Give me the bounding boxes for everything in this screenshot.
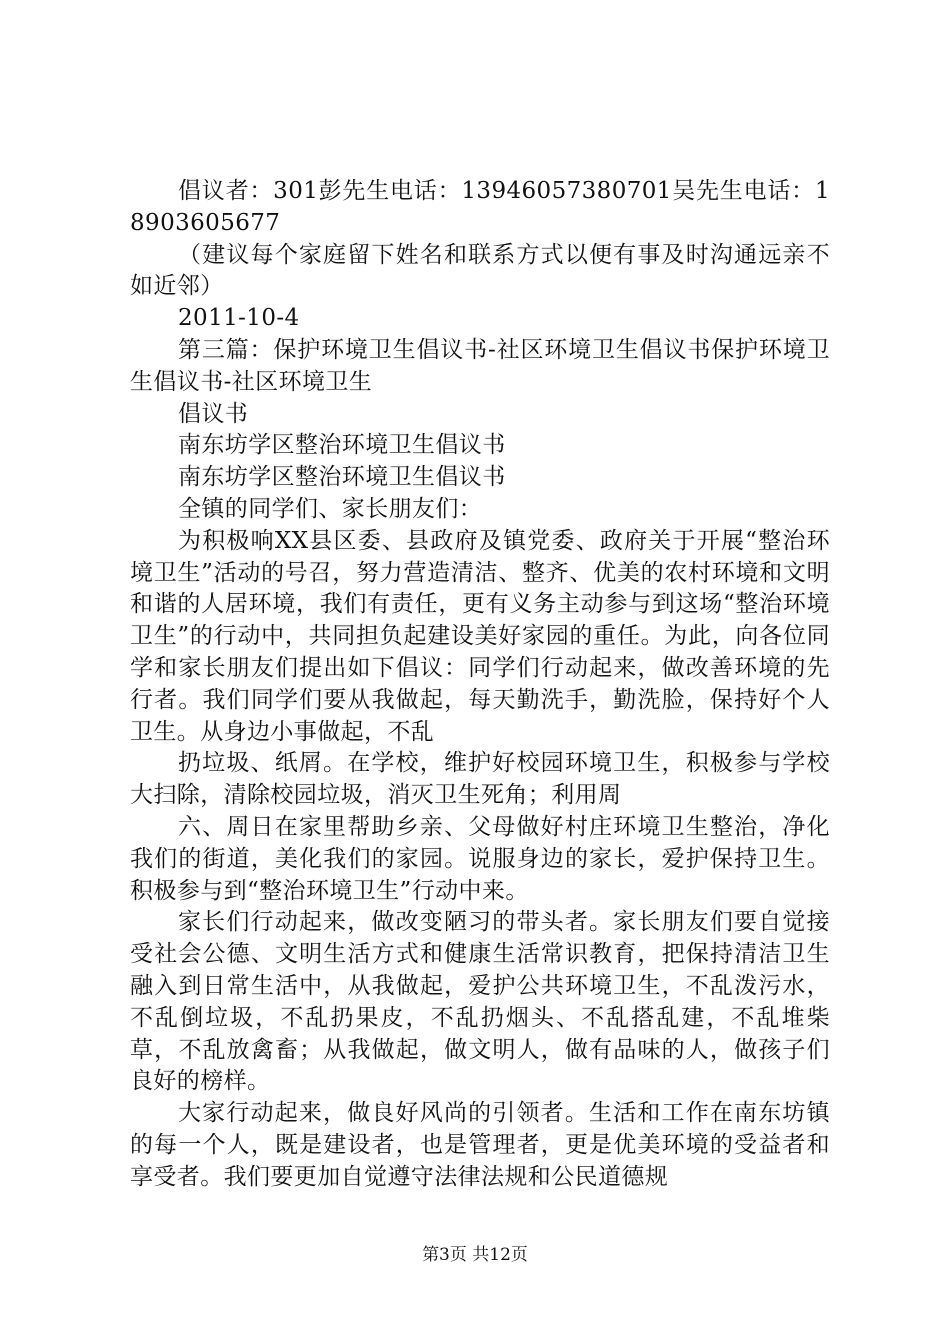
paragraph-initiators: 倡议者：301彭先生电话：13946057380701吴先生电话：18903605677 [130, 178, 830, 236]
paragraph-body-4: 家长们行动起来，做改变陋习的带头者。家长朋友们要自觉接受社会公德、文明生活方式和健康生活常识教育，把保持清洁卫生融入到日常生活中，从我做起，爱护公共环境卫生，不乱泼污水，不乱倒垃圾，不乱扔果皮，不乱扔烟头、不乱搭乱建，不乱堆柴草，不乱放禽畜；从我做起，做文明人，做有品味的人，做孩子们良好的榜样。 [130, 909, 830, 1095]
paragraph-body-5: 大家行动起来，做良好风尚的引领者。生活和工作在南东坊镇的每一个人，既是建设者，也是管理者，更是优美环境的受益者和享受者。我们要更加自觉遵守法律法规和公民道德规 [130, 1100, 830, 1190]
paragraph-body-2: 扔垃圾、纸屑。在学校，维护好校园环境卫生，积极参与学校大扫除，清除校园垃圾，消灭卫生死角；利用周 [130, 750, 830, 809]
paragraph-salutation: 全镇的同学们、家长朋友们： [178, 495, 483, 522]
paragraph-subheading-1: 南东坊学区整治环境卫生倡议书 [178, 432, 506, 459]
page-number-footer: 第3页 共12页 [422, 1245, 528, 1265]
paragraph-subheading-2: 南东坊学区整治环境卫生倡议书 [178, 464, 506, 491]
paragraph-body-1: 为积极响XX县区委、县政府及镇党委、政府关于开展“整治环境卫生”活动的号召，努力营造清洁、整齐、优美的农村环境和文明和谐的人居环境，我们有责任，更有义务主动参与到这场“整治环境卫生”的行动中，共同担负起建设美好家园的重任。为此，向各位同学和家长朋友们提出如下倡议：同学们行动起来，做改善环境的先行者。我们同学们要从我做起，每天勤洗手，勤洗脸，保持好个人卫生。从身边小事做起，不乱 [130, 527, 830, 745]
paragraph-body-3: 六、周日在家里帮助乡亲、父母做好村庄环境卫生整治，净化我们的街道，美化我们的家园。说服身边的家长，爱护保持卫生。积极参与到“整治环境卫生”行动中来。 [130, 813, 830, 904]
paragraph-heading: 倡议书 [178, 400, 249, 427]
paragraph-section-title: 第三篇：保护环境卫生倡议书-社区环境卫生倡议书保护环境卫生倡议书-社区环境卫生 [130, 336, 830, 395]
document-body [130, 176, 830, 1194]
paragraph-date: 2011-10-4 [178, 305, 300, 332]
paragraph-contact-note: （建议每个家庭留下姓名和联系方式以便有事及时沟通远亲不如近邻） [130, 241, 830, 300]
